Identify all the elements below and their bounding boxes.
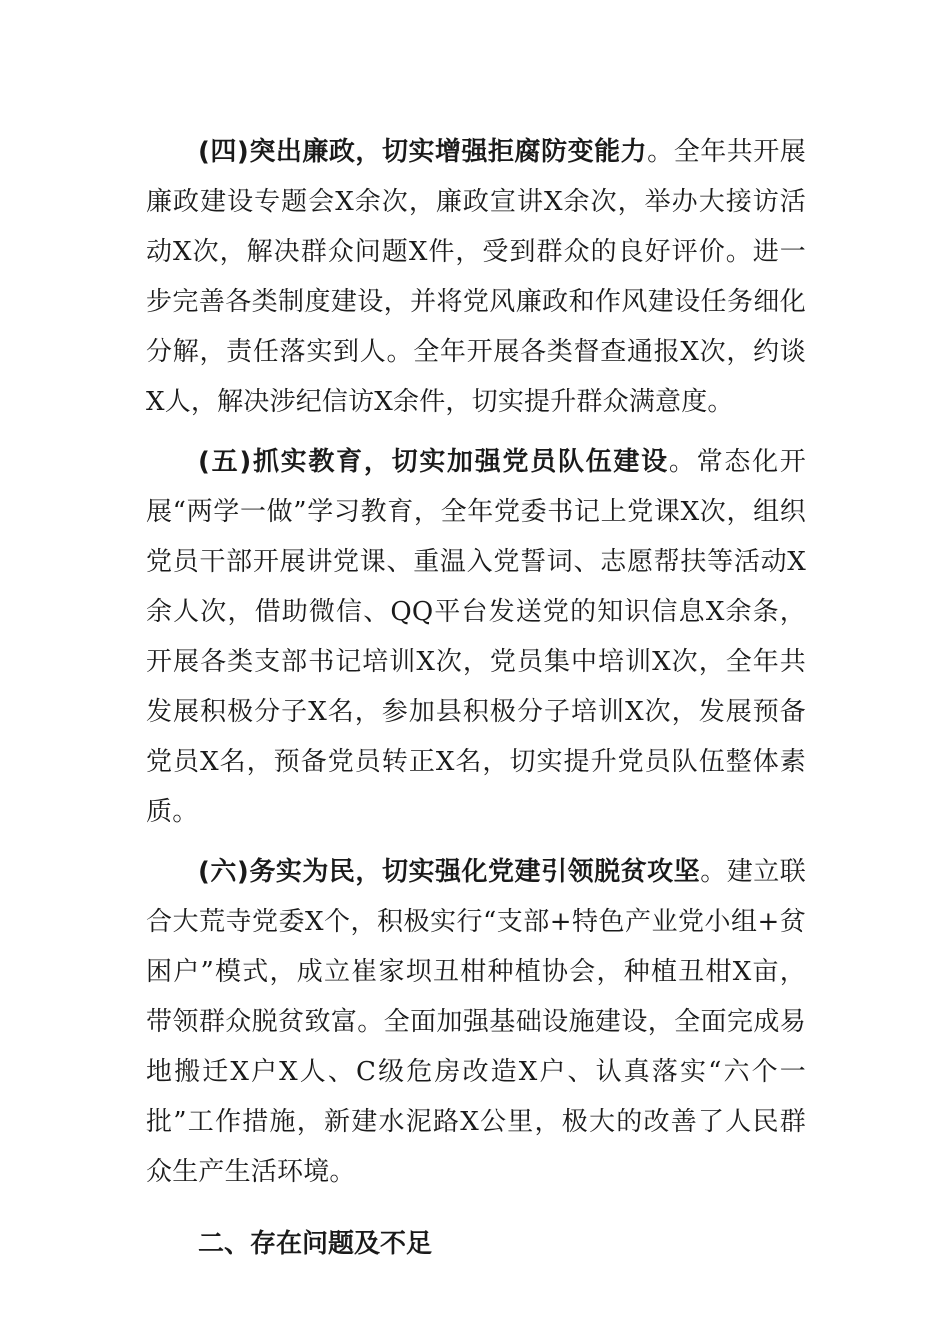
paragraph-lead-end: 。	[700, 857, 727, 887]
document-body	[146, 127, 806, 1269]
paragraph-lead: (五)抓实教育，切实加强党员队伍建设	[198, 447, 669, 477]
paragraph-education	[146, 437, 806, 837]
paragraph-poverty	[146, 847, 806, 1197]
paragraph-lead-end: 。	[668, 447, 697, 477]
paragraph-lead: (六)务实为民，切实强化党建引领脱贫攻坚	[198, 857, 701, 887]
section-heading: 二、存在问题及不足	[198, 1229, 433, 1259]
paragraph-lead: (四)突出廉政，切实增强拒腐防变能力	[198, 137, 648, 167]
paragraph-integrity	[146, 127, 806, 427]
paragraph-text: 常态化开展“两学一做”学习教育，全年党委书记上党课X次，组织党员干部开展讲党课、重温入党誓词、志愿帮扶等活动X余人次，借助微信、QQ平台发送党的知识信息X余条，开展各类支部书记培训X次，党员集中培训X次，全年共发展积极分子X名，参加县积极分子培训X次，发展预备党员X名，预备党员转正X名，切实提升党员队伍整体素质。	[146, 447, 806, 827]
paragraph-text: 全年共开展廉政建设专题会X余次，廉政宣讲X余次，举办大接访活动X次，解决群众问题X件，受到群众的良好评价。进一步完善各类制度建设，并将党风廉政和作风建设任务细化分解，责任落实到人。全年开展各类督查通报X次，约谈X人，解决涉纪信访X余件，切实提升群众满意度。	[146, 137, 806, 417]
paragraph-lead-end: 。	[647, 137, 674, 167]
paragraph-text: 建立联合大荒寺党委X个，积极实行“支部+特色产业党小组+贫困户”模式，成立崔家坝丑柑种植协会，种植丑柑X亩，带领群众脱贫致富。全面加强基础设施建设，全面完成易地搬迁X户X人、C级危房改造X户、认真落实“六个一批”工作措施，新建水泥路X公里，极大的改善了人民群众生产生活环境。	[146, 857, 806, 1187]
